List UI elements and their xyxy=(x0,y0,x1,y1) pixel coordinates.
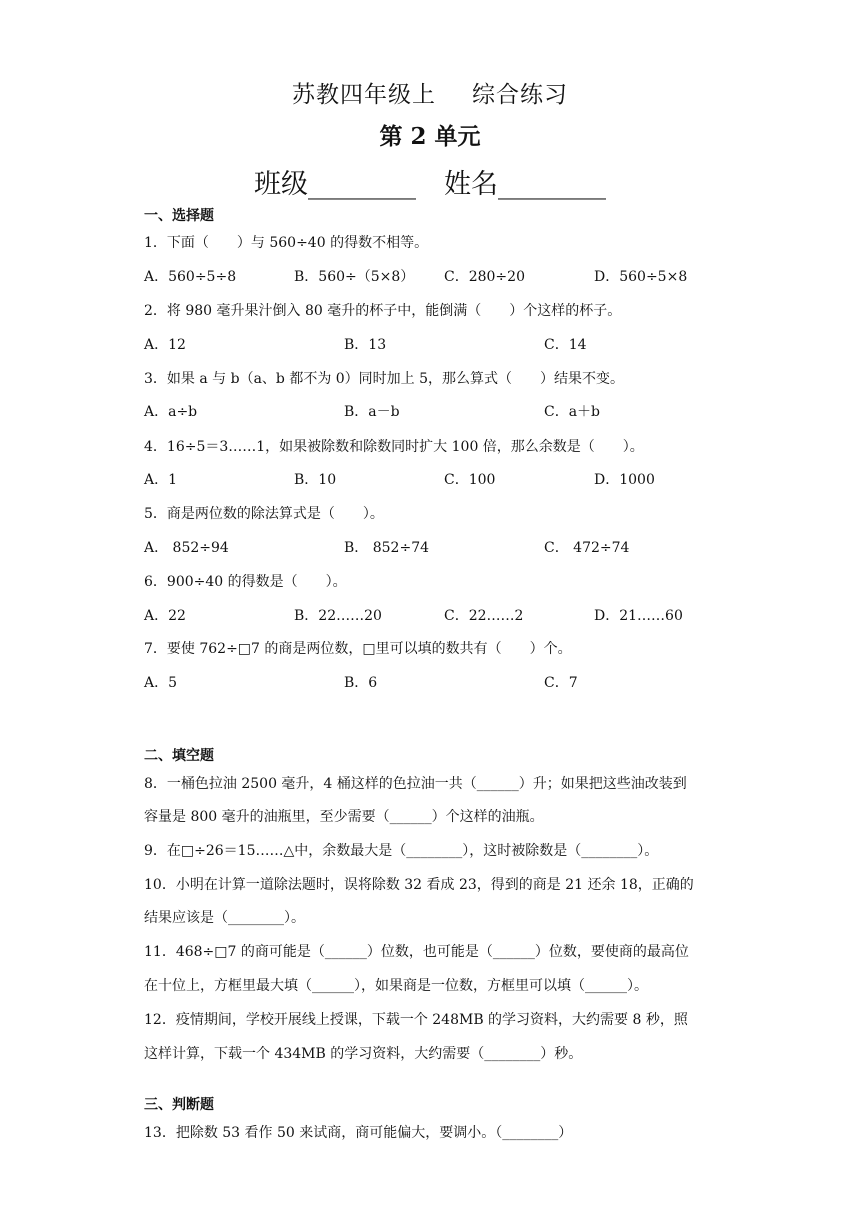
question-9: 9．在□÷26＝15……△中，余数最大是（________），这时被除数是（________）。 xyxy=(144,843,659,859)
class-field: 班级________ xyxy=(254,169,416,200)
question-7: 7．要使 762÷□7 的商是两位数，□里可以填的数共有（ ）个。 xyxy=(144,641,572,657)
question-10-line-1: 10．小明在计算一道除法题时，误将除数 32 看成 23，得到的商是 21 还余 18，正确的 xyxy=(144,877,694,893)
section-heading-fill: 二、填空题 xyxy=(144,748,214,764)
question-12-line-2: 这样计算，下载一个 434MB 的学习资料，大约需要（________）秒。 xyxy=(144,1046,583,1062)
worksheet-title xyxy=(0,76,860,109)
q4-option-d: D．1000 xyxy=(594,472,655,488)
question-10-line-2: 结果应该是（________）。 xyxy=(144,910,305,926)
q6-option-c: C．22……2 xyxy=(444,608,524,624)
q3-option-c: C．a＋b xyxy=(544,404,601,420)
q1-option-c: C．280÷20 xyxy=(444,269,525,285)
q6-option-a: A．22 xyxy=(144,608,186,624)
q1-option-d: D．560÷5×8 xyxy=(594,269,688,285)
q2-option-c: C．14 xyxy=(544,337,587,353)
question-4: 4．16÷5＝3……1，如果被除数和除数同时扩大 100 倍，那么余数是（ ）。 xyxy=(144,439,644,455)
q4-option-b: B．10 xyxy=(294,472,337,488)
q5-option-a: A． 852÷94 xyxy=(144,540,229,556)
question-2: 2．将 980 毫升果汁倒入 80 毫升的杯子中，能倒满（ ）个这样的杯子。 xyxy=(144,303,622,319)
question-11-line-1: 11．468÷□7 的商可能是（______）位数，也可能是（______）位数，要使商的最高位 xyxy=(144,944,689,960)
q3-option-b: B．a－b xyxy=(344,404,400,420)
q7-option-a: A．5 xyxy=(144,675,178,691)
q4-option-c: C．100 xyxy=(444,472,496,488)
q7-option-b: B．6 xyxy=(344,675,378,691)
section-heading-choice: 一、选择题 xyxy=(144,208,214,224)
q1-option-b: B．560÷（5×8） xyxy=(294,269,415,285)
question-8-line-1: 8．一桶色拉油 2500 毫升，4 桶这样的色拉油一共（______）升；如果把这些油改装到 xyxy=(144,776,687,792)
question-12-line-1: 12．疫情期间，学校开展线上授课，下载一个 248MB 的学习资料，大约需要 8 秒，照 xyxy=(144,1012,688,1028)
q5-option-c: C． 472÷74 xyxy=(544,540,630,556)
section-heading-judge: 三、判断题 xyxy=(144,1097,214,1113)
q4-option-a: A．1 xyxy=(144,472,178,488)
student-info xyxy=(0,162,860,201)
question-13: 13．把除数 53 看作 50 来试商，商可能偏大，要调小。（________） xyxy=(144,1125,573,1141)
question-3: 3．如果 a 与 b（a、b 都不为 0）同时加上 5，那么算式（ ）结果不变。 xyxy=(144,371,625,387)
q5-option-b: B． 852÷74 xyxy=(344,540,430,556)
q3-option-a: A．a÷b xyxy=(144,404,198,420)
name-field: 姓名________ xyxy=(444,169,606,200)
q7-option-c: C．7 xyxy=(544,675,578,691)
q2-option-a: A．12 xyxy=(144,337,186,353)
unit-title: 第 2 单元 xyxy=(379,123,481,150)
title-grade: 苏教四年级上 xyxy=(292,82,436,108)
title-practice: 综合练习 xyxy=(472,82,568,108)
question-1: 1．下面（ ）与 560÷40 的得数不相等。 xyxy=(144,235,429,251)
q2-option-b: B．13 xyxy=(344,337,387,353)
question-8-line-2: 容量是 800 毫升的油瓶里，至少需要（______）个这样的油瓶。 xyxy=(144,809,544,825)
q1-option-a: A．560÷5÷8 xyxy=(144,269,237,285)
question-5: 5．商是两位数的除法算式是（ ）。 xyxy=(144,506,384,522)
question-11-line-2: 在十位上，方框里最大填（______），如果商是一位数，方框里可以填（______）。 xyxy=(144,978,648,994)
q6-option-b: B．22……20 xyxy=(294,608,382,624)
q6-option-d: D．21……60 xyxy=(594,608,683,624)
question-6: 6．900÷40 的得数是（ ）。 xyxy=(144,574,347,590)
